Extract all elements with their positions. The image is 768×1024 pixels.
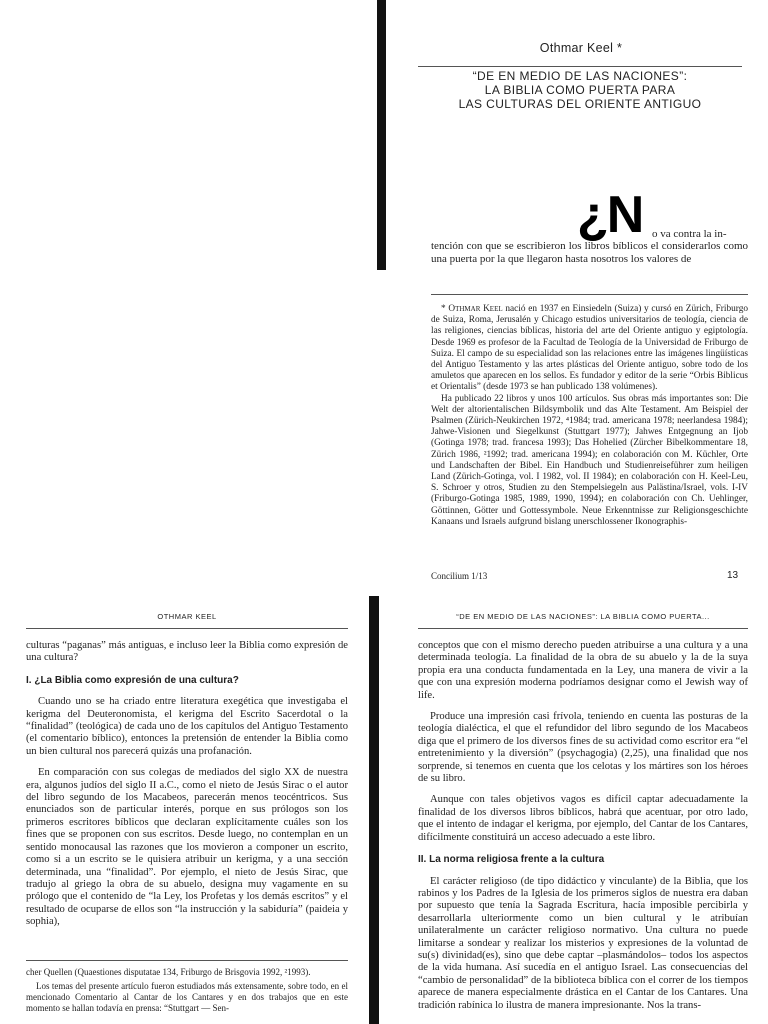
paragraph: El carácter religioso (de tipo didáctico y vinculante) de la Biblia, que los rabinos y los Padres de la Iglesia de los primeros siglos de nuestra era daban por supuesto que tenía la Sagrada Escritura, hacía imposible percibirla y desarrollarla ulteriormente como un bien cultural y le atribuían unilateralmente un carácter religioso normativo. Una cultura no puede limitarse a sondear y realizar los misterios y expresiones de la voluntad de su(s) divinidad(es), sino que debe captar –plasmándolos– todos los aspectos de la vida humana. Así sucedía en el antiguo Israel. Las consecuencias del “cambio de personalidad” de la biblioteca bíblica con el correr de los tiempos aparece de manera especialmente drástica en el Cantar de los Cantares. Una tradición rabínica lo ilustra de manera impresionante. Nos la trans-: [418, 875, 748, 1011]
gutter-shadow: [377, 0, 386, 270]
footnote-rule: [431, 294, 748, 295]
paragraph: Cuando uno se ha criado entre literatura exegética que investigaba el kerigma del Deuteronomista, el kerigma del Escrito Sacerdotal o la “finalidad” (teológica) de cada uno de los capítulos del Antiguo Testamento (el comentario bíblico), entonces la pretensión de entender la Biblia como un bien cultural nos parecerá quizás una profanación.: [26, 696, 348, 757]
title-line: LA BIBLIA COMO PUERTA PARA: [484, 83, 676, 97]
author-footnote: [431, 304, 748, 528]
article-title: [418, 69, 742, 111]
page-number: 13: [727, 570, 739, 581]
running-head-rule: [418, 628, 748, 629]
footnote-text: Los temas del presente artículo fueron estudiados más extensamente, sobre todo, en el mencionado Comentario al Cantar de los Cantares y en dos trabajos que en este momento se hallan todavía en prensa: “Stuttgart — Sen-: [26, 981, 348, 1013]
left-column: [26, 640, 348, 938]
footnote-text: cher Quellen (Quaestiones disputatae 134, Friburgo de Brisgovia 1992, ²1993).: [26, 967, 311, 977]
running-head-left: OTHMAR KEEL: [157, 612, 217, 621]
paragraph: Produce una impresión casi frívola, teniendo en cuenta las posturas de la teología dialéctica, el que el refundidor del libro segundo de los Macabeos diga que el primero de los diversos fines de su actividad como escritor era “el entretenimiento y la diversión” (psychagogia) (2,25), una finalidad que nos sorprende, si tenemos en cuenta que los celotas y los mártires son los héroes de su libro.: [418, 711, 748, 785]
gutter-shadow: [369, 596, 379, 1024]
footnote-publications: Ha publicado 22 libros y unos 100 artículos. Sus obras más importantes son: Die Welt der altorientalischen Bildsymbolik und das Alte Testament. Am Beispiel der Psalmen (Zürich-Neukirchen 1972, ⁴1984; trad. americana 1978; neerlandesa 1984); Jahwe-Visionen und Siegelkunst (Stuttgart 1977); Jahwes Entgegnung an Ijob (Gotinga 1978; trad. francesa 1993); Das Hohelied (Zürcher Bibelkommentare 18, Zürich 1986, ²1992; trad. americana 1994); en colaboración con M. Küchler, Orte und Landschaften der Bibel. Ein Handbuch und Studienreiseführer zum heiligen Land (Zürich-Gotinga, vol. I 1982, vol. II 1984); en colaboración con H. Keel-Leu, S. Schroer y otros, Studien zu den Stempelsiegeln aus Palästina/Israel, vols. I-IV (Friburgo-Gotinga 1985, 1989, 1990, 1994); en colaboración con Ch. Uehlinger, Göttinnen, Götter und Gottessymbole. Neue Erkenntnisse zur Religionsgeschichte Kanaans und Israels aufgrund bislang unerschlossener Ikonographis-: [431, 393, 748, 527]
title-line: “DE EN MEDIO DE LAS NACIONES”:: [472, 69, 688, 83]
paragraph: En comparación con sus colegas de mediados del siglo XX de nuestra era, algunos judíos del siglo II a.C., como el nieto de Jesús Sirac o el autor del libro segundo de los Macabeos, parecerán menos teocéntricos. Sus enunciados son de particular interés, porque en sus prólogos son los primeros escritores bíblicos que declaran explícitamente cuáles son los fines que se proponen con sus escritos. Desde luego, no contemplan en un sentido monocausal las razones que los movieron a componer un escrito, como si a un escrito se le quisiera atribuir un kerigma, y a una sección determinada, una “finalidad”. Por ejemplo, el nieto de Jesús Sirac, que tradujo al griego la obra de su abuelo, designa muy vagamente en su prólogo que el contenido de “la Ley, los Profetas y los demás escritos” y el resultado de ocuparse de ellos son “la instrucción y la sabiduría” (paideia y sophia),: [26, 767, 348, 928]
running-head-right: “DE EN MEDIO DE LAS NACIONES”: LA BIBLIA COMO PUERTA...: [456, 612, 710, 621]
author-name: Othmar Keel *: [539, 41, 623, 55]
intro-text-first: o va contra la in-: [652, 228, 727, 240]
paragraph: Aunque con tales objetivos vagos es difícil captar adecuadamente la finalidad de los diversos libros bíblicos, habrá que acentuar, por otro lado, que el intento de indagar el kerigma, por ejemplo, del Cantar de los Cantares, difícilmente constituirá un acceso adecuado a este libro.: [418, 794, 748, 843]
section-heading: I. ¿La Biblia como expresión de una cultura?: [26, 674, 239, 686]
footnote-bio: nació en 1937 en Einsiedeln (Suiza) y cursó en Zürich, Friburgo de Suiza, Roma, Jerusalén y Chicago estudios universitarios de teología, ciencia de las religiones, ciencias bíblicas, historia del arte del Oriente antiguo y egiptología. Desde 1969 es profesor de la Facultad de Teología de la Universidad de Friburgo de Suiza. El campo de su especialidad son las relaciones entre las imágenes lingüísticas del Antiguo Testamento y las artes plásticas del Oriente antiguo, sobre todo de los amuletos que aparecen en los sellos. Es fundador y editor de la serie “Orbis Biblicus et Orientalis” (desde 1973 se han publicado 138 volúmenes).: [431, 304, 748, 393]
paragraph: culturas “paganas” más antiguas, e incluso leer la Biblia como expresión de una cultura?: [26, 640, 348, 664]
running-head-rule: [26, 628, 348, 629]
title-line: LAS CULTURAS DEL ORIENTE ANTIGUO: [458, 97, 702, 111]
footnote-author: * Othmar Keel: [441, 304, 503, 314]
paragraph: conceptos que con el mismo derecho pueden atribuirse a una cultura y a una determinada teología. La finalidad de la obra de su abuelo y la de la suya propia era una conducta fundamentada en la Ley, una manera de vivir a la que con una expresión moderna podríamos designar como el Jewish way of life.: [418, 640, 748, 701]
drop-cap: ¿N: [577, 186, 643, 244]
section-heading: II. La norma religiosa frente a la cultura: [418, 854, 605, 866]
title-rule: [418, 66, 742, 67]
intro-text: tención con que se escribieron los libros bíblicos el considerarlos como una puerta por la que llegaron hasta nosotros los valores de: [431, 240, 748, 265]
right-column: [418, 640, 748, 1021]
journal-folio: Concilium 1/13: [431, 571, 488, 581]
left-footnote: [26, 960, 348, 1017]
